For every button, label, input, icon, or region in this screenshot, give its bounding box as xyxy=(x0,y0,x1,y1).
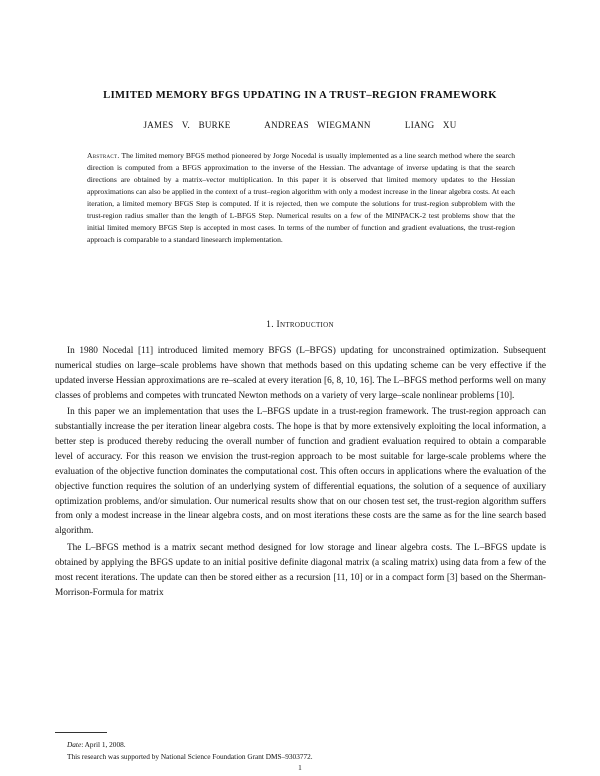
body-text xyxy=(55,344,546,602)
paragraph: The L–BFGS method is a matrix secant method designed for low storage and linear algebra costs. The L–BFGS update is obtained by applying the BFGS update to an initial positive definite diagonal matrix (a scaling matrix) using data from a few of the most recent iterations. The update can then be stored either as a recursion [11, 10] or in a compact form [3] based on the Sherman-Morrison-Formula for matrix xyxy=(55,542,546,598)
abstract xyxy=(87,150,515,246)
page-number: 1 xyxy=(298,763,302,772)
section-heading: 1. Introduction xyxy=(266,320,334,330)
paragraph: In this paper we an implementation that uses the L–BFGS update in a trust-region framework. The trust-region approach can substantially increase the per iteration linear algebra costs. The hope is that by more extensively exploiting the local information, a better step is produced thereby reducing the overall number of function and gradient evaluation required to obtain a comparable level of accuracy. For this reason we envision the trust-region approach to be most suitable for large-scale problems where the evaluation of the objective function dominates the computational cost. This often occurs in applications where the evaluation of the objective function requires the solution of an underlying system of differential equations, the solution of a sequence of auxiliary optimization problems, and/or simulation. Our numerical results show that on our chosen test set, the trust-region algorithm suffers from only a modest increase in the linear algebra costs, and on most iterations these costs are the same as for the line search based algorithm. xyxy=(55,407,546,537)
author-name: LIANG XU xyxy=(404,120,457,130)
abstract-label: Abstract. xyxy=(87,151,120,160)
author-name: ANDREAS WIEGMANN xyxy=(264,120,371,130)
author-list xyxy=(0,120,600,130)
abstract-text: The limited memory BFGS method pioneered by Jorge Nocedal is usually implemented as a line search method where the search direction is computed from a BFGS approximation to the inverse of the Hessian. The advantage of inverse updating is that the search directions are obtained by a matrix–vector multiplication. In this paper it is observed that limited memory updates to the Hessian approximations can also be applied in the context of a trust–region algorithm with only a modest increase in the linear algebra costs. At each iteration, a limited memory BFGS Step is computed. If it is rejected, then we compute the solutions for trust-region subproblem with the trust-region radius smaller than the length of L-BFGS Step. Numerical results on a few of the MINPACK-2 test problems show that the initial limited memory BFGS Step is accepted in most cases. In terms of the number of function and gradient evaluations, the trust-region approach is comparable to a standard linesearch implementation. xyxy=(87,151,515,245)
paragraph: In 1980 Nocedal [11] introduced limited memory BFGS (L–BFGS) updating for unconstrained optimization. Subsequent numerical studies on large–scale problems have shown that methods based on this updating scheme can be very effective if the updated inverse Hessian approximations are re–scaled at every iteration [6, 8, 10, 16]. The L–BFGS method performs well on many classes of problems and competes with truncated Newton methods on a variety of very large–scale nonlinear problems [10]. xyxy=(55,346,546,401)
footnote-support: This research was supported by National Science Foundation Grant DMS–9303772. xyxy=(67,752,313,761)
footnote-rule xyxy=(55,732,107,733)
footnote-date-value: : April 1, 2008. xyxy=(81,740,126,749)
footnote-date-label: Date xyxy=(67,740,82,749)
paper-title: LIMITED MEMORY BFGS UPDATING IN A TRUST–REGION FRAMEWORK xyxy=(103,90,497,101)
author-name: JAMES V. BURKE xyxy=(143,120,231,130)
footnote-date xyxy=(67,740,126,750)
